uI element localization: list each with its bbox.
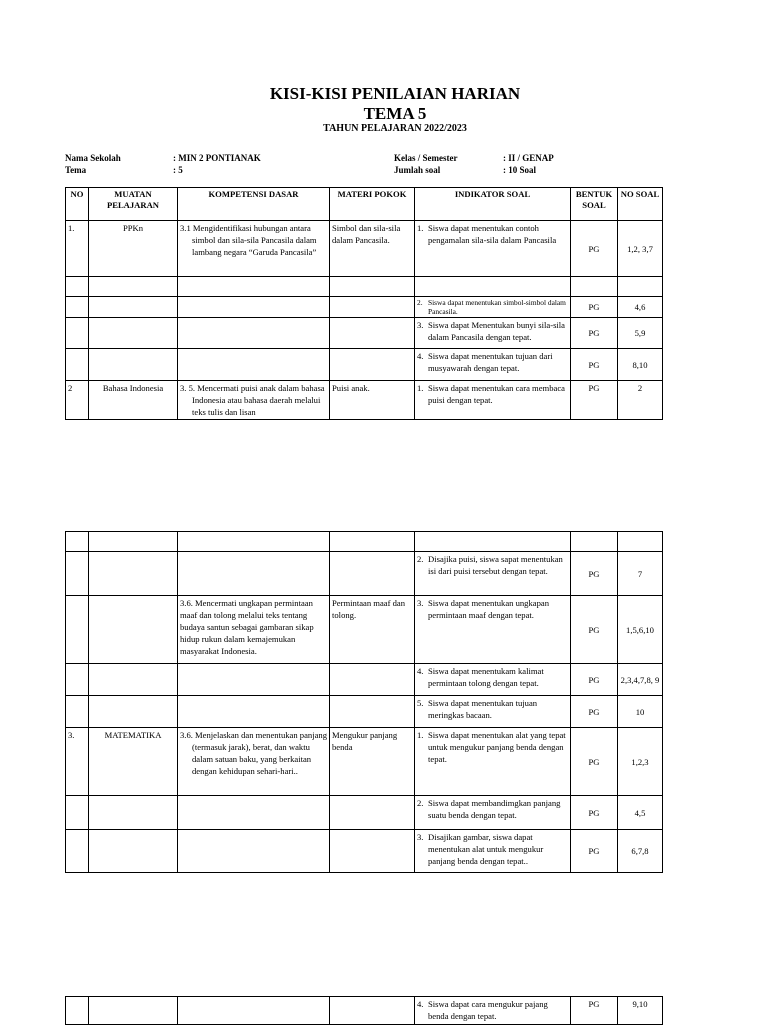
indicator-text: Siswa dapat menentukan simbol-simbol dalam Pancasila. [428,298,566,316]
row-kd [178,664,330,696]
class-value: : II / GENAP [503,153,554,163]
row-indicator-cell [415,696,571,728]
row-no [66,696,89,728]
row-kd [178,997,330,1025]
row-materi: Mengukur panjang benda [330,728,415,796]
indicator-text: Siswa dapat membandimgkan panjang suatu benda dengan tepat. [428,798,561,820]
row-kd: 3.6. Mencermati ungkapan permintaan maaf dan tolong melalui teks tentang budaya santun sebagai gambaran sikap hidup rukun dalam kemajemukan masyarakat Indonesia. [178,596,330,664]
indicator-number: 4. [417,999,424,1009]
row-kd [178,830,330,873]
col-header-form: BENTUK SOAL [571,188,618,221]
indicator-number: 1. [417,383,424,393]
table-row [66,552,663,596]
row-qno: 2 [618,381,663,420]
row-indicator-cell [415,221,571,277]
row-form [571,532,618,552]
table-row [66,596,663,664]
indicator-number: 5. [417,698,424,708]
row-materi: Permintaan maaf dan tolong. [330,596,415,664]
row-materi [330,997,415,1025]
row-qno: 1,2,3 [618,728,663,796]
row-no [66,997,89,1025]
row-no: 3. [66,728,89,796]
grid-table-page2 [65,531,663,873]
row-qno: 8,10 [618,349,663,381]
row-qno [618,277,663,297]
indicator-number: 2. [417,554,424,564]
table-row [66,796,663,830]
row-indicator-cell [415,596,571,664]
academic-year: TAHUN PELAJARAN 2022/2023 [323,123,467,134]
table-row [66,532,663,552]
indicator-number: 1. [417,730,424,740]
row-qno: 5,9 [618,318,663,349]
row-form: PG [571,664,618,696]
row-subject [89,297,178,318]
row-no [66,596,89,664]
row-materi: Simbol dan sila-sila dalam Pancasila. [330,221,415,277]
row-kd [178,796,330,830]
row-qno: 2,3,4,7,8, 9 [618,664,663,696]
row-no [66,796,89,830]
row-subject: PPKn [89,221,178,277]
row-subject [89,997,178,1025]
school-label: Nama Sekolah [65,153,121,163]
grid-table-page3 [65,996,663,1025]
table-row [66,381,663,420]
row-indicator-cell [415,552,571,596]
row-no [66,664,89,696]
row-qno: 9,10 [618,997,663,1025]
row-indicator [415,277,571,297]
row-subject [89,532,178,552]
row-materi [330,552,415,596]
row-form: PG [571,318,618,349]
row-qno: 7 [618,552,663,596]
col-header-subject: MUATAN PELAJARAN [89,188,178,221]
indicator-text: Siswa dapat menentukan cara membaca puisi dengan tepat. [428,383,565,405]
row-no [66,830,89,873]
row-no [66,277,89,297]
row-qno [618,532,663,552]
row-form: PG [571,221,618,277]
col-header-no: NO [66,188,89,221]
row-qno: 6,7,8 [618,830,663,873]
row-subject [89,349,178,381]
table-row [66,728,663,796]
indicator-text: Siswa dapat menentukan ungkapan permintaan maaf dengan tepat. [428,598,549,620]
row-form: PG [571,596,618,664]
indicator-text: Siswa dapat menentukan alat yang tepat untuk mengukur panjang benda dengan tepat. [428,730,566,764]
row-qno: 10 [618,696,663,728]
row-materi [330,532,415,552]
row-indicator [415,532,571,552]
row-indicator-cell [415,664,571,696]
row-materi [330,349,415,381]
row-no: 2 [66,381,89,420]
row-qno: 1,2, 3,7 [618,221,663,277]
indicator-number: 4. [417,666,424,676]
col-header-materi: MATERI POKOK [330,188,415,221]
row-materi [330,277,415,297]
grid-table-page1 [65,187,663,420]
row-form: PG [571,297,618,318]
document-title: KISI-KISI PENILAIAN HARIAN [269,84,521,103]
row-kd [178,532,330,552]
row-subject [89,696,178,728]
table-row [66,664,663,696]
indicator-number: 3. [417,320,424,330]
col-header-kd: KOMPETENSI DASAR [178,188,330,221]
question-count-value: : 10 Soal [503,165,537,175]
row-form: PG [571,796,618,830]
row-indicator-cell [415,728,571,796]
row-no [66,552,89,596]
table-row [66,696,663,728]
row-qno: 4,5 [618,796,663,830]
table-row [66,318,663,349]
class-label: Kelas / Semester [394,153,458,163]
row-materi [330,696,415,728]
table-row [66,997,663,1025]
row-kd: 3.6. Menjelaskan dan menentukan panjang (termasuk jarak), berat, dan waktu dalam satuan baku, yang berkaitan dengan kehidupan sehari-hari.. [178,728,330,796]
indicator-number: 3. [417,598,424,608]
row-form: PG [571,997,618,1025]
col-header-qno: NO SOAL [618,188,663,221]
row-materi [330,796,415,830]
row-form: PG [571,381,618,420]
row-materi: Puisi anak. [330,381,415,420]
table-header-row [66,188,663,221]
indicator-number: 1. [417,223,424,233]
row-subject [89,596,178,664]
indicator-text: Siswa dapat cara mengukur pajang benda dengan tepat. [428,999,548,1021]
row-materi [330,830,415,873]
row-subject [89,664,178,696]
row-subject: Bahasa Indonesia [89,381,178,420]
indicator-text: Siswa dapat menentukam kalimat permintaan tolong dengan tepat. [428,666,544,688]
row-indicator-cell [415,796,571,830]
row-form: PG [571,830,618,873]
row-materi [330,664,415,696]
row-no [66,349,89,381]
row-form: PG [571,696,618,728]
indicator-text: Siswa dapat Menentukan bunyi sila-sila dalam Pancasila dengan tepat. [428,320,565,342]
row-kd [178,277,330,297]
school-value: : MIN 2 PONTIANAK [173,153,261,163]
row-indicator-cell [415,318,571,349]
document-theme-title: TEMA 5 [363,104,427,123]
theme-label: Tema [65,165,87,175]
row-form: PG [571,552,618,596]
row-indicator-cell [415,297,571,318]
indicator-text: Disajikan gambar, siswa dapat menentukan alat untuk mengukur panjang benda dengan tepat.. [428,832,544,866]
table-row [66,297,663,318]
table-row [66,349,663,381]
row-indicator-cell [415,349,571,381]
indicator-text: Disajika puisi, siswa sapat menentukan isi dari puisi tersebut dengan tepat. [428,554,563,576]
row-kd [178,318,330,349]
row-indicator-cell [415,997,571,1025]
question-count-label: Jumlah soal [394,165,441,175]
table-row [66,830,663,873]
row-qno: 4,6 [618,297,663,318]
indicator-number: 3. [417,832,424,842]
row-qno: 1,5,6,10 [618,596,663,664]
row-subject [89,830,178,873]
table-row [66,277,663,297]
row-kd [178,297,330,318]
row-kd [178,349,330,381]
row-indicator-cell [415,830,571,873]
row-no [66,532,89,552]
row-subject [89,796,178,830]
indicator-text: Siswa dapat menentukan contoh pengamalan sila-sila dalam Pancasila [428,223,557,245]
row-subject [89,318,178,349]
indicator-number: 4. [417,351,424,361]
col-header-indicator: INDIKATOR SOAL [415,188,571,221]
row-form: PG [571,728,618,796]
row-no [66,297,89,318]
row-no [66,318,89,349]
row-kd [178,552,330,596]
row-subject [89,277,178,297]
row-materi [330,297,415,318]
row-materi [330,318,415,349]
row-subject: MATEMATIKA [89,728,178,796]
row-kd: 3.1 Mengidentifikasi hubungan antara simbol dan sila-sila Pancasila dalam lambang negara “Garuda Pancasila” [178,221,330,277]
row-subject [89,552,178,596]
row-kd: 3. 5. Mencermati puisi anak dalam bahasa Indonesia atau bahasa daerah melalui teks tulis dan lisan [178,381,330,420]
row-form: PG [571,349,618,381]
theme-value: : 5 [173,165,183,175]
row-kd [178,696,330,728]
table-row [66,221,663,277]
row-form [571,277,618,297]
indicator-text: Siswa dapat menentukan tujuan meringkas bacaan. [428,698,538,720]
indicator-number: 2. [417,298,423,307]
indicator-number: 2. [417,798,424,808]
indicator-text: Siswa dapat menentukan tujuan dari musyawarah dengan tepat. [428,351,553,373]
row-indicator-cell [415,381,571,420]
row-no: 1. [66,221,89,277]
